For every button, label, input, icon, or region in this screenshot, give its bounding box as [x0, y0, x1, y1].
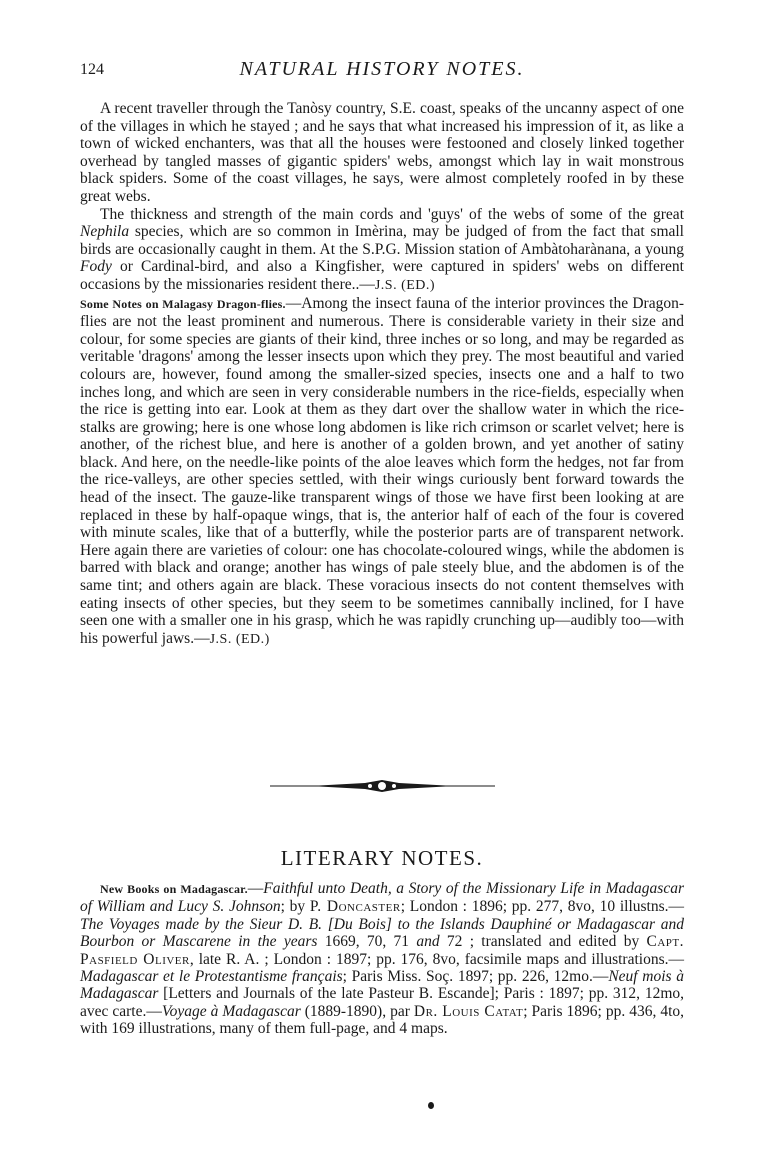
author-name: P. Doncaster: [309, 898, 401, 916]
book-title: The Voyages made by the Sieur D. B. [Du Bois] to the Islands Dauphiné or Madagascar and Bourbon or Mascarene in the years: [80, 915, 684, 951]
text-run: 72 ; translated and edited by: [439, 933, 647, 951]
footer-dot: [428, 1102, 434, 1109]
spiders-paragraph-2: [80, 206, 684, 295]
new-books-heading: New Books on Madagascar.: [100, 882, 248, 896]
text-run: ; Paris 1896; pp. 436, 4to, with 169 illustrations, many of them full-page, and 4 maps.: [80, 1002, 685, 1038]
text-run: species, which are so common in Imèrina, may be judged of from the fact that small birds are occasionally caught in them. At the S.P.G. Mission station of Ambàtoharànana, a young: [80, 223, 684, 258]
literary-notes: [80, 880, 684, 1038]
literary-notes-title: LITERARY NOTES.: [280, 846, 484, 870]
new-books-paragraph: New Books on Madagascar.—Faithful unto Death, a Story of the Missionary Life in Madagascar of William and Lucy S. Johnson; by P. Doncaster; London : 1896; pp. 277, 8vo, 10 illustns.—The Voyages made by the Sieur D. B. [Du Bois] to the Islands Dauphiné or Madagascar and Bourbon or Mascarene in the years 1669, 70, 71 and 72 ; translated and edited by Capt. Pasfield Oliver, late R. A. ; London : 1897; pp. 176, 8vo, facsimile maps and illustrations.—Madagascar et le Protestantisme français; Paris Miss. Soç. 1897; pp. 226, 12mo.—Neuf mois à Madagascar [Letters and Journals of the late Pasteur B. Escande]; Paris : 1897; pp. 312, 12mo, avec carte.—Voyage à Madagascar (1889-1890), par Dr. Louis Catat; Paris 1896; pp. 436, 4to, with 169 illustrations, many of them full-page, and 4 maps.: [80, 880, 685, 1038]
dragonflies-paragraph: [80, 295, 684, 649]
text-run: (1889-1890), par: [300, 1002, 414, 1020]
dragonflies-heading: Some Notes on Malagasy Dragon-flies.: [80, 296, 286, 311]
text-run: or Cardinal-bird, and also a Kingfisher, were captured in spiders' webs on different occasions by the missionaries resident there..—: [80, 258, 684, 293]
book-title: Neuf mois à Madagascar: [80, 968, 685, 1003]
text-run: , late R. A. ; London : 1897; pp. 176, 8vo, facsimile maps and illustrations.—: [189, 950, 684, 968]
natural-history-notes: [80, 100, 684, 648]
text-run: The thickness and strength of the main cords and 'guys' of the webs of some of the great: [100, 205, 684, 223]
text-run: ; Paris Miss. Soç. 1897; pp. 226, 12mo.—: [342, 968, 609, 986]
text-run: ; London : 1896; pp. 277, 8vo, 10 illustns.—: [400, 898, 684, 916]
signature: J.S. (ED.): [209, 631, 270, 647]
running-title: NATURAL HISTORY NOTES.: [239, 58, 525, 80]
book-title: Voyage à Madagascar: [161, 1002, 301, 1020]
book-title: Faithful unto Death, a Story of the Missionary Life in Madagascar of William and Lucy S. Johnson: [80, 880, 684, 916]
text-run: and: [416, 933, 440, 951]
signature: J.S. (ED.): [374, 277, 436, 293]
editor-name: Capt. Pasfield Oliver: [80, 933, 685, 968]
spiders-paragraph-1: A recent traveller through the Tanòsy country, S.E. coast, speaks of the uncanny aspect of one of the villages in which he stayed ; and he says that what increased his impression of it, as like a town of wicked enchanters, was that all the houses were festooned and closely linked together overhead by tangled masses of gigantic spiders' webs, amongst which lay in wait monstrous black spiders. Some of the coast villages, he says, were almost completely roofed in by these great webs.: [80, 100, 684, 205]
bird-name: Fody: [80, 258, 112, 276]
dragonflies-text: —Among the insect fauna of the interior provinces the Dragon-flies are not the least prominent and numerous. There is considerable variety in their size and colour, for some species are giants of their kind, three inches or so long, and may be regarded as veritable 'dragons' among the lesser insects upon which they prey. The most beautiful and varied colours are, however, found among the smaller-sized species, insects one and a half to two inches long, and which are seen in very considerable numbers in the rice-fields, especially when the rice is getting into ear. Look at them as they dart over the shallow water in which the rice-stalks are growing; here is one whose long abdomen is like rich crimson or scarlet velvet; here is another, of the richest blue, and here is another of a golden brown, and yet another of satiny black. And here, on the needle-like points of the aloe leaves which form the hedges, not far from the rice-valleys, are other species settled, with their wings curiously bent forward towards the head of the insect. The gauze-like transparent wings of those we have first been looking at are replaced in these by half-opaque wings, that is, the anterior half of each of the four is covered with minute scales, like that of a butterfly, while the posterior parts are of transparent network. Here again there are varieties of colour: one has chocolate-coloured wings, while the abdomen is barred with black and orange; another has wings of pale steely blue, and the abdomen is of the same tint; and others again are black. These voracious insects do not content themselves with eating insects of other species, but they seem to be sometimes cannibally inclined, for I have seen one with a smaller one in his grasp, which he was rapidly crunching up—audibly too—with his powerful jaws.—: [80, 294, 685, 647]
page-header: [80, 58, 684, 88]
author-name: Dr. Louis Catat: [413, 1002, 524, 1020]
text-run: 1669, 70, 71: [317, 933, 417, 951]
page-number: 124: [80, 61, 104, 78]
book-title: Madagascar et le Protestantisme français: [80, 968, 343, 986]
text-run: ; by: [280, 898, 310, 916]
ornament-divider: [270, 775, 495, 797]
genus-name: Nephila: [80, 223, 130, 241]
text-run: [Letters and Journals of the late Pasteur B. Escande]; Paris : 1897; pp. 312, 12mo, avec carte.—: [80, 985, 684, 1020]
